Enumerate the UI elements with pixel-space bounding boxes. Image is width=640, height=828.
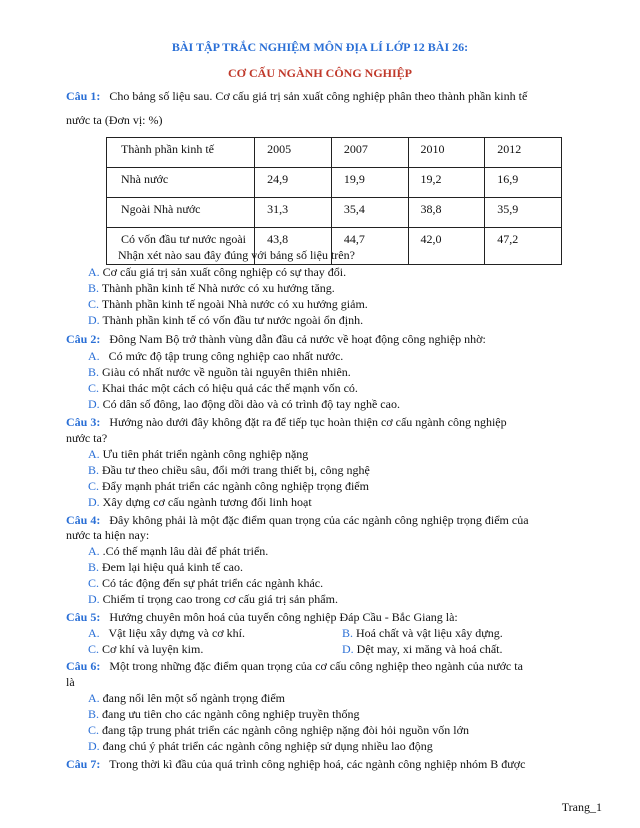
- table-cell: Nhà nước: [107, 168, 255, 198]
- table-cell: 19,2: [408, 168, 485, 198]
- option-b: B. Hoá chất và vật liệu xây dựng.: [342, 626, 503, 640]
- question-3-cont: nước ta?: [66, 431, 108, 445]
- question-1: [66, 88, 598, 104]
- question-prompt: Nhận xét nào sau đây đúng với bảng số liệu trên?: [118, 248, 355, 262]
- option-d: D. Có dân số đông, lao động dồi dào và có trình độ tay nghề cao.: [88, 397, 400, 411]
- table-header-cell: Thành phần kinh tế: [107, 138, 255, 168]
- question-text: Một trong những đặc điểm quan trọng của cơ cấu công nghiệp theo ngành của nước ta: [109, 659, 523, 673]
- table-cell: Ngoài Nhà nước: [107, 198, 255, 228]
- document-title: BÀI TẬP TRẮC NGHIỆM MÔN ĐỊA LÍ LỚP 12 BÀI 26:: [171, 40, 469, 54]
- option-c: C. Đẩy mạnh phát triển các ngành công nghiệp trọng điểm: [88, 479, 369, 493]
- option-b: B. Đem lại hiệu quả kinh tế cao.: [88, 560, 243, 574]
- question-text: Đây không phải là một đặc điểm quan trọng của các ngành công nghiệp trọng điểm của: [109, 513, 529, 527]
- option-a: A. Ưu tiên phát triển ngành công nghiệp nặng: [88, 447, 309, 461]
- question-number: Câu 1:: [66, 89, 101, 103]
- question-7: [66, 756, 598, 772]
- option-d: D. Xây dựng cơ cấu ngành tương đối linh hoạt: [88, 495, 312, 509]
- table-header-cell: 2007: [331, 138, 408, 168]
- document-subtitle: CƠ CẤU NGÀNH CÔNG NGHIỆP: [227, 66, 412, 80]
- option-c: C. Thành phần kinh tế ngoài Nhà nước có xu hướng giảm.: [88, 297, 368, 311]
- option-b: B. Giàu có nhất nước về nguồn tài nguyên thiên nhiên.: [88, 365, 351, 379]
- table-cell: Có vốn đầu tư nước ngoài: [107, 228, 255, 265]
- option-d: D. Dệt may, xi măng và hoá chất.: [342, 642, 503, 656]
- question-number: Câu 2:: [66, 332, 101, 346]
- question-text: Cho bảng số liệu sau. Cơ cấu giá trị sản xuất công nghiệp phân theo thành phần kinh tế: [109, 89, 528, 103]
- option-b: B. Đầu tư theo chiều sâu, đổi mới trang thiết bị, công nghệ: [88, 463, 370, 477]
- option-c: C. đang tập trung phát triển các ngành công nghiệp nặng đòi hỏi nguồn vốn lớn: [88, 723, 469, 737]
- table-header-cell: 2005: [255, 138, 332, 168]
- question-6: [66, 658, 598, 674]
- question-text: Trong thời kì đầu của quá trình công nghiệp hoá, các ngành công nghiệp nhóm B được: [109, 757, 526, 771]
- option-a: A. Vật liệu xây dựng và cơ khí.: [88, 626, 245, 640]
- table-cell: 47,2: [485, 228, 562, 265]
- table-row: [107, 168, 562, 198]
- question-6-cont: là: [66, 675, 75, 689]
- option-d: D. Chiếm tỉ trọng cao trong cơ cấu giá trị sản phẩm.: [88, 592, 338, 606]
- question-2: [66, 331, 598, 347]
- table-header-cell: 2012: [485, 138, 562, 168]
- option-c: C. Cơ khí và luyện kim.: [88, 642, 204, 656]
- option-a: A. đang nổi lên một số ngành trọng điểm: [88, 691, 285, 705]
- question-number: Câu 7:: [66, 757, 101, 771]
- option-a: A. Có mức độ tập trung công nghiệp cao nhất nước.: [88, 349, 344, 363]
- question-number: Câu 6:: [66, 659, 101, 673]
- table-row: [107, 198, 562, 228]
- table-cell: 35,4: [331, 198, 408, 228]
- table-cell: 35,9: [485, 198, 562, 228]
- question-5: [66, 609, 598, 625]
- option-a: A. .Có thế mạnh lâu dài để phát triển.: [88, 544, 269, 558]
- data-table: [106, 137, 562, 265]
- option-b: B. Thành phần kinh tế Nhà nước có xu hướng tăng.: [88, 281, 335, 295]
- table-cell: 42,0: [408, 228, 485, 265]
- table-cell: 38,8: [408, 198, 485, 228]
- table-cell: 31,3: [255, 198, 332, 228]
- table-cell: 19,9: [331, 168, 408, 198]
- question-3: [66, 414, 598, 430]
- question-number: Câu 5:: [66, 610, 101, 624]
- question-number: Câu 3:: [66, 415, 101, 429]
- option-d: D. đang chú ý phát triển các ngành công nghiệp sử dụng nhiều lao động: [88, 739, 433, 753]
- option-a: A. Cơ cấu giá trị sản xuất công nghiệp có sự thay đổi.: [88, 265, 347, 279]
- option-b: B. đang ưu tiên cho các ngành công nghiệp truyền thống: [88, 707, 360, 721]
- table-cell: 16,9: [485, 168, 562, 198]
- table-cell: 44,7: [331, 228, 408, 265]
- option-d: D. Thành phần kinh tế có vốn đầu tư nước ngoài ổn định.: [88, 313, 364, 327]
- question-4: [66, 512, 598, 528]
- table-header-cell: 2010: [408, 138, 485, 168]
- option-c: C. Có tác động đến sự phát triển các ngành khác.: [88, 576, 324, 590]
- question-1-cont: nước ta (Đơn vị: %): [66, 113, 163, 127]
- table-header-row: [107, 138, 562, 168]
- question-text: Đông Nam Bộ trở thành vùng dẫn đầu cả nước về hoạt động công nghiệp nhờ:: [109, 332, 486, 346]
- table-cell: 24,9: [255, 168, 332, 198]
- option-c: C. Khai thác một cách có hiệu quả các thế mạnh vốn có.: [88, 381, 358, 395]
- table-cell: 43,8: [255, 228, 332, 265]
- question-text: Hướng chuyên môn hoá của tuyến công nghiệp Đáp Cầu - Bắc Giang là:: [109, 610, 458, 624]
- question-number: Câu 4:: [66, 513, 101, 527]
- page-number: Trang_1: [561, 800, 602, 814]
- question-4-cont: nước ta hiện nay:: [66, 528, 150, 542]
- question-text: Hướng nào dưới đây không đặt ra để tiếp tục hoàn thiện cơ cấu ngành công nghiệp: [109, 415, 507, 429]
